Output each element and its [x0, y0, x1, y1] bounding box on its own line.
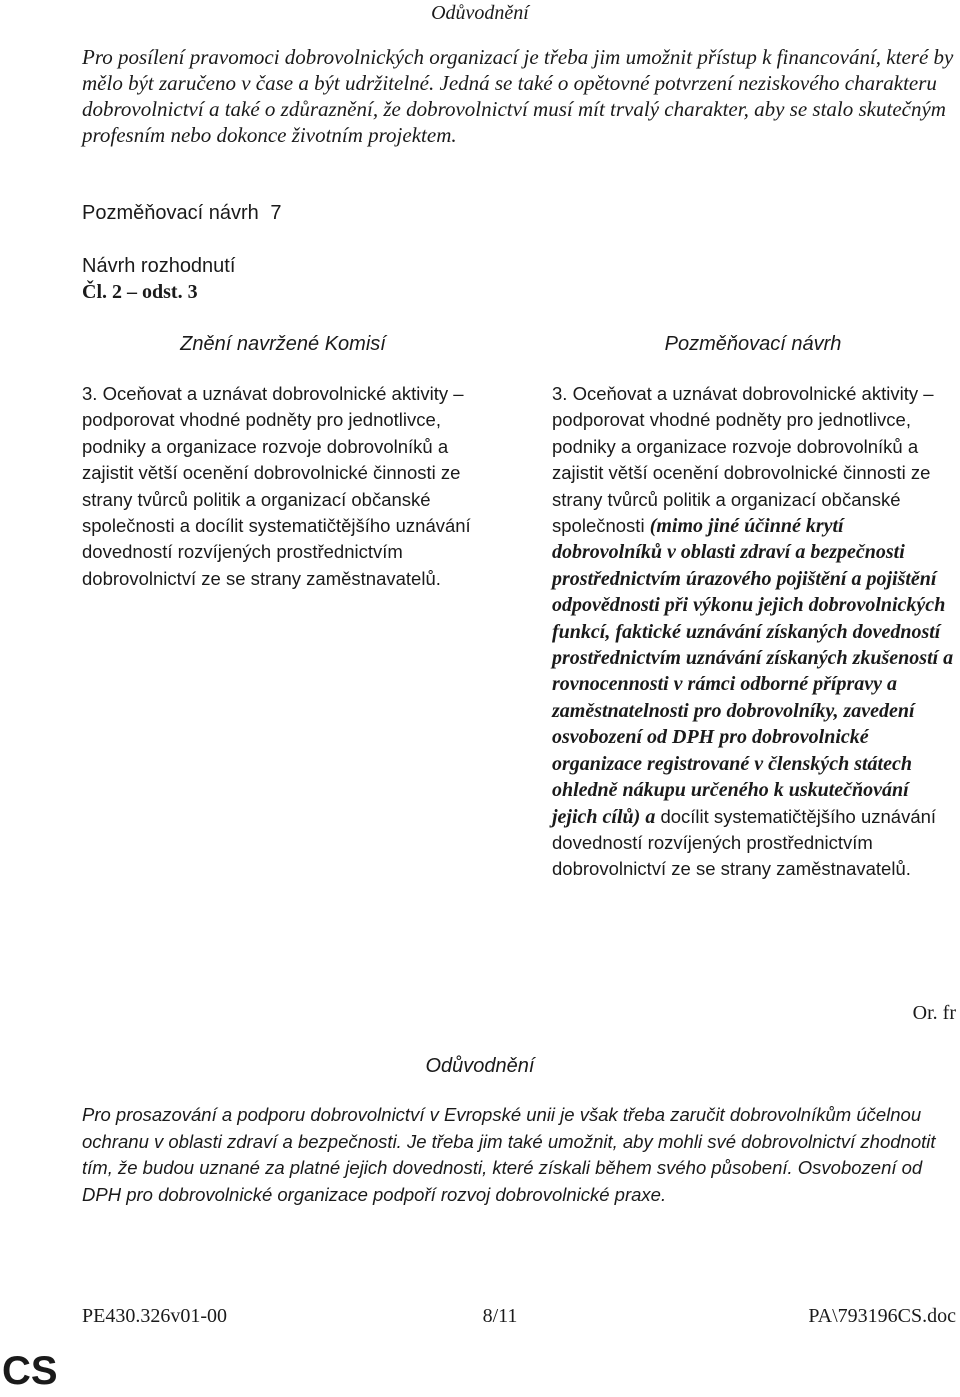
- article-reference: Čl. 2 – odst. 3: [82, 281, 198, 303]
- document-title: Návrh rozhodnutí: [82, 255, 236, 277]
- justification-heading-top: Odůvodnění: [431, 2, 529, 24]
- footer-page-number: 8/11: [482, 1305, 518, 1327]
- amendment-column-header: Pozměňovací návrh: [664, 333, 842, 355]
- amendment-text-unchanged: 3. Oceňovat a uznávat dobrovolnické aktivity – podporovat vhodné podněty pro jednotlivce, podniky a organizace rozvoje dobrovolníků a zajistit větší ocenění dobrovolnické činnosti ze strany tvůrců politik a organizací občanské společnosti: [552, 383, 934, 537]
- footer-doc-ref: PE430.326v01-00: [82, 1305, 227, 1327]
- amendment-label: Pozměňovací návrh: [82, 202, 259, 224]
- amendment-number: 7: [270, 202, 282, 224]
- justification-heading-bottom: Odůvodnění: [425, 1055, 535, 1077]
- footer-file-name: PA\793196CS.doc: [808, 1305, 956, 1327]
- justification-text-bottom: Pro prosazování a podporu dobrovolnictví v Evropské unii je však třeba zaručit dobrovolníkům účelnou ochranu v oblasti zdraví a bezpečnosti. Je třeba jim také umožnit, aby mohli své dobrovolnictví zhodnotit tím, že budou uznané za platné jejich dovednosti, které získali během svého působení. Osvobození od DPH pro dobrovolnické organizace podpoří rozvoj dobrovolnické praxe.: [82, 1104, 936, 1205]
- language-code: CS: [2, 1349, 58, 1393]
- commission-text-header: Znění navržené Komisí: [180, 333, 386, 355]
- amendment-text: [552, 381, 957, 883]
- justification-text-top: Pro posílení pravomoci dobrovolnických organizací je třeba jim umožnit přístup k financování, které by mělo být zaručeno v čase a být udržitelné. Jedná se také o opětovné potvrzení neziskového charakteru dobrovolnictví a také o zdůraznění, že dobrovolnictví musí mít trvalý charakter, aby se stalo skutečným profesním nebo dokonce životním projektem.: [82, 45, 954, 147]
- original-language: Or. fr: [912, 1002, 956, 1024]
- amendment-title: [82, 202, 281, 225]
- amendment-text-inserted: (mimo jiné účinné krytí dobrovolníků v oblasti zdraví a bezpečnosti prostřednictvím úrazového pojištění a pojištění odpovědnosti při výkonu jejich dobrovolnických funkcí, faktické uznávání získaných dovedností prostřednictvím uznávání získaných zkušeností a rovnocennosti v rámci odborné přípravy a zaměstnatelnosti pro dobrovolníky, zavedení osvobození od DPH pro dobrovolnické organizace registrované v členských státech ohledně nákupu určeného k uskutečňování jejich cílů) a: [552, 515, 954, 828]
- commission-text: 3. Oceňovat a uznávat dobrovolnické aktivity – podporovat vhodné podněty pro jednotlivce, podniky a organizace rozvoje dobrovolníků a zajistit větší ocenění dobrovolnické činnosti ze strany tvůrců politik a organizací občanské společnosti a docílit systematičtějšího uznávání dovedností rozvíjených prostřednictvím dobrovolnictví ze se strany zaměstnavatelů.: [82, 383, 471, 589]
- amendment-text-continued: docílit systematičtějšího uznávání dovedností rozvíjených prostřednictvím dobrovolnictví ze se strany zaměstnavatelů.: [552, 805, 937, 880]
